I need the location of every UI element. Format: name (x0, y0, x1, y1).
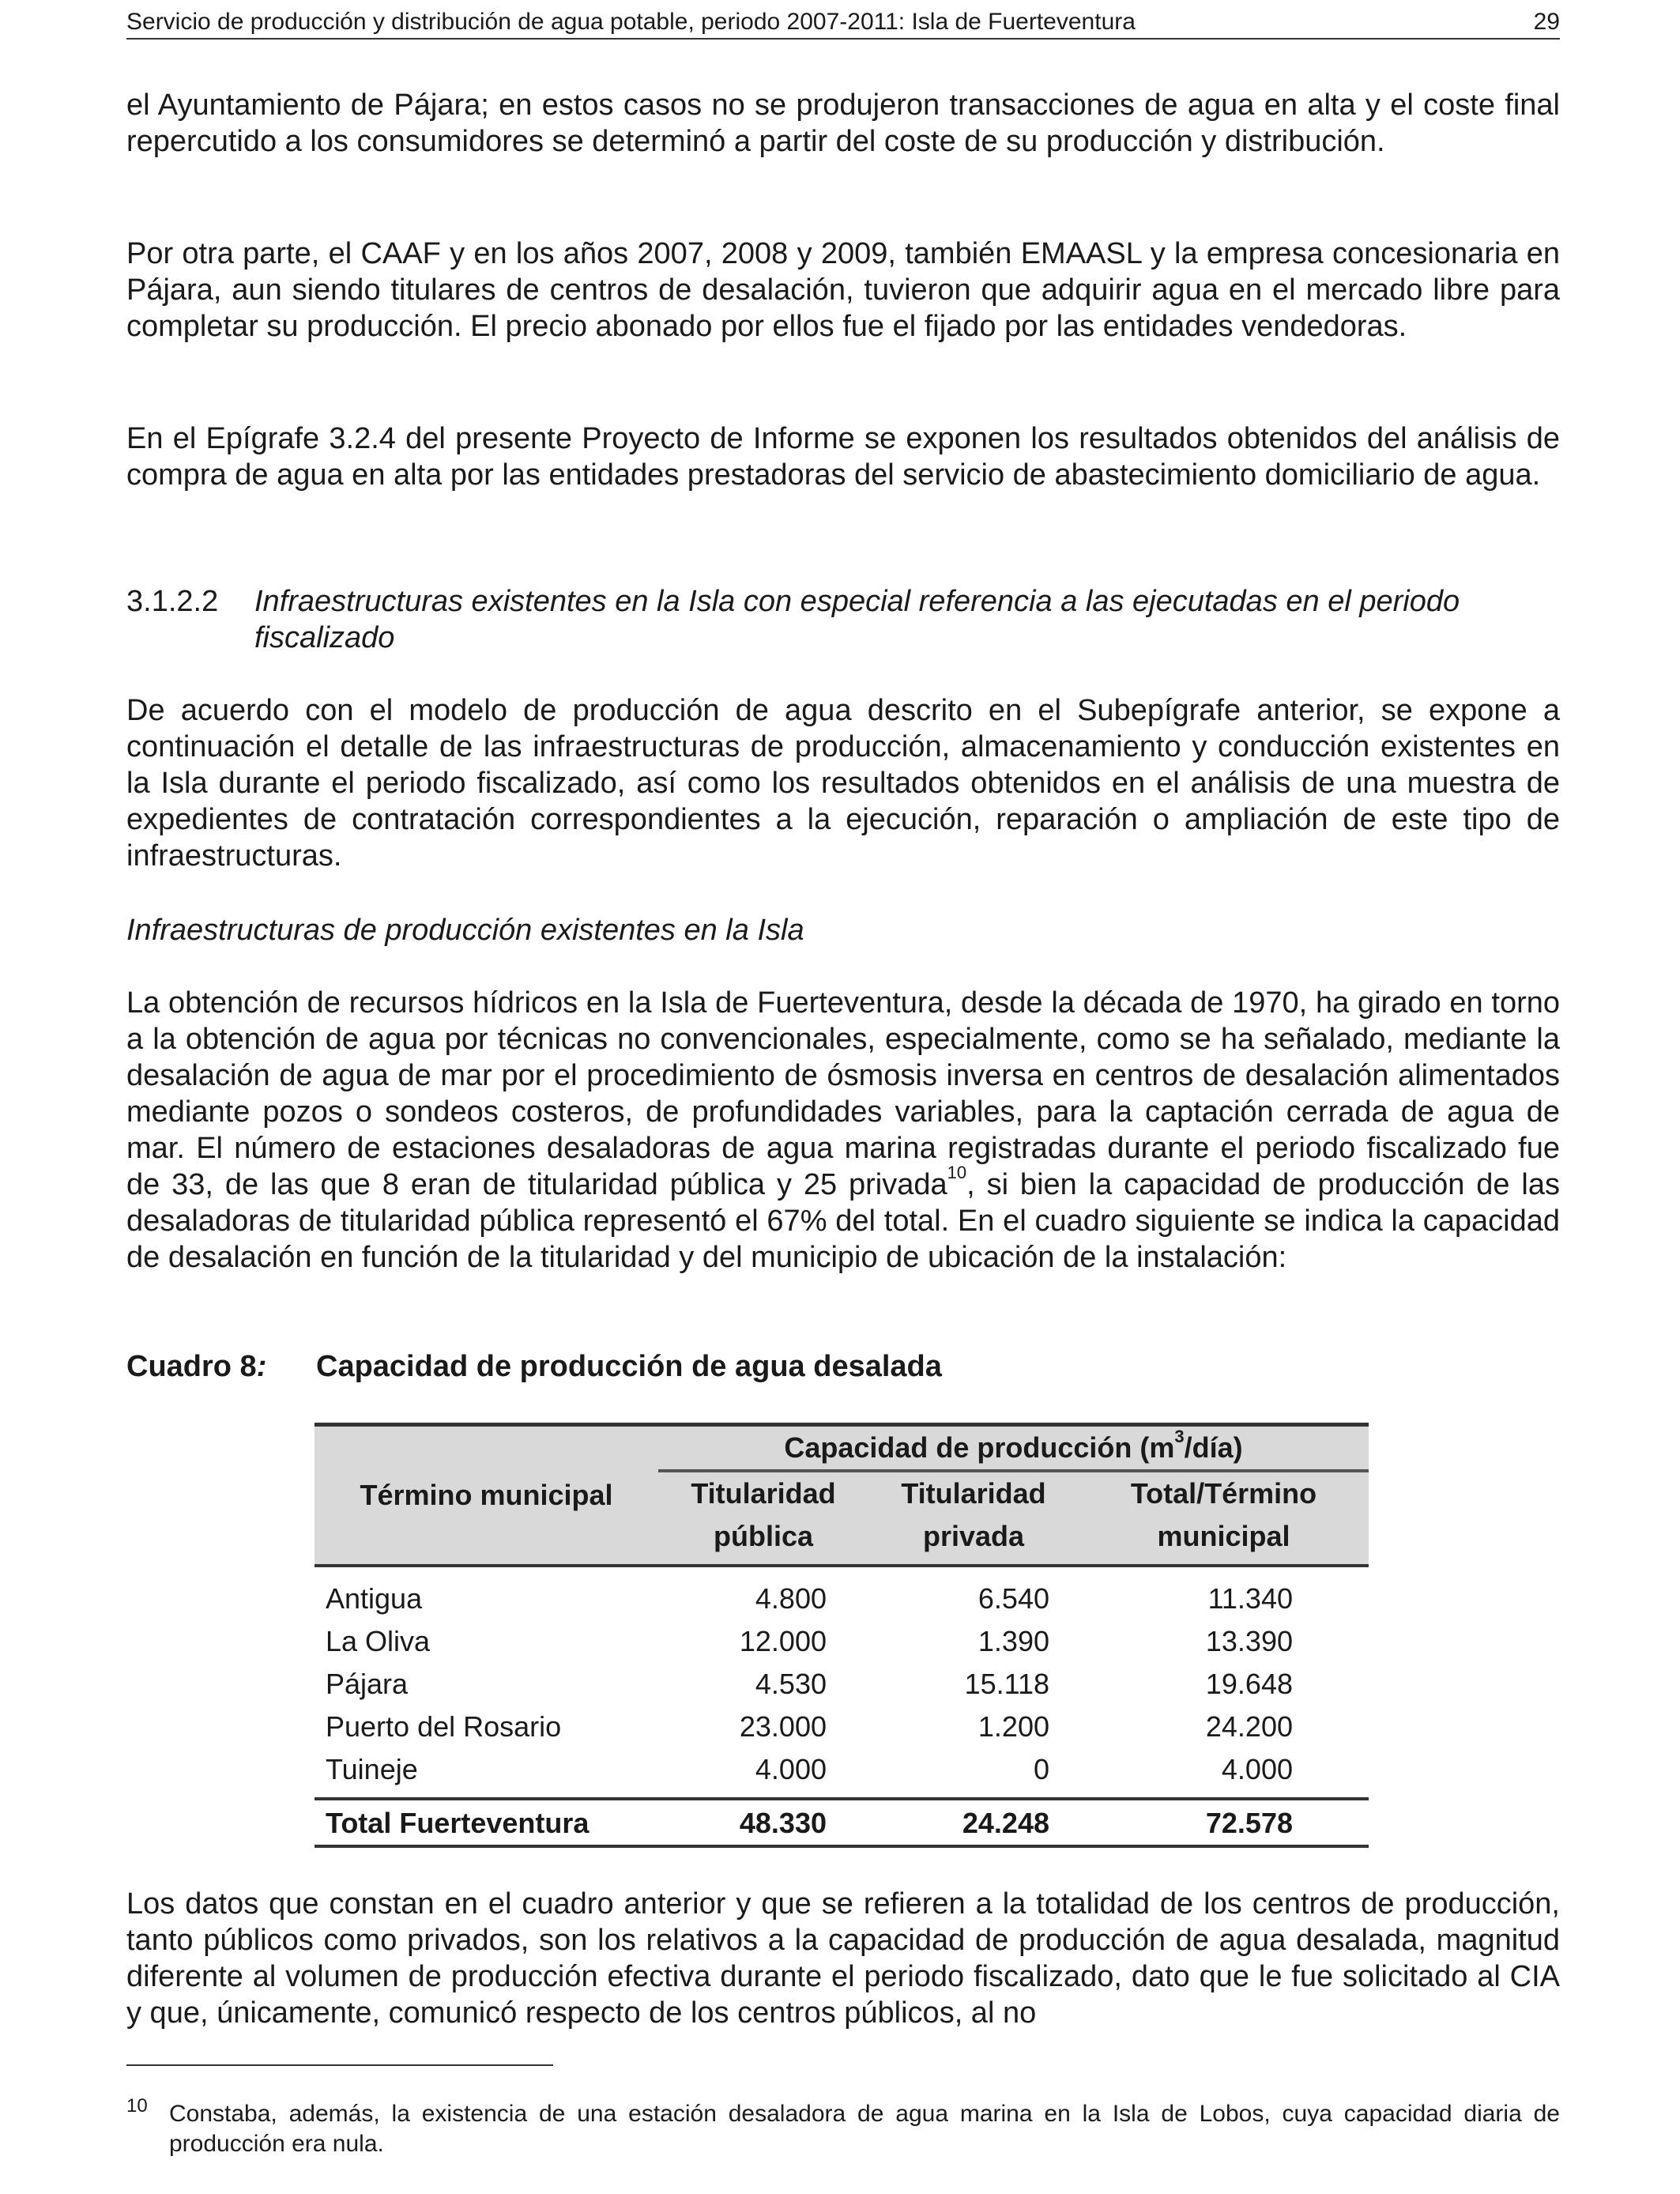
cell-municipality: Tuineje (326, 1753, 418, 1785)
cell-total: 24.200 (1205, 1710, 1293, 1743)
cell-total: 19.648 (1205, 1668, 1293, 1700)
caption-label-text: Cuadro 8 (126, 1350, 257, 1383)
page-header (126, 6, 1560, 40)
footnote-text: Constaba, además, la existencia de una estación desaladora de agua marina en la Isla de Lobos, cuya capacidad diaria de producción era nula. (169, 2101, 1560, 2157)
paragraph-6: Los datos que constan en el cuadro anterior y que se refieren a la totalidad de los centros de producción, tanto públicos como privados, son los relativos a la capacidad de producción de agua desalada, magnitud diferente al volumen de producción efectiva durante el periodo fiscalizado, dato que le fue solicitado al CIA y que, únicamente, comunicó respecto de los centros públicos, al no (126, 1887, 1560, 2030)
cell-public: 4.000 (755, 1753, 827, 1785)
cell-private: 1.390 (977, 1625, 1049, 1657)
capacity-table (315, 1423, 1369, 1848)
footnote-ref[interactable]: 10 (947, 1163, 967, 1183)
header-title: Servicio de producción y distribución de agua potable, periodo 2007-2011: Isla de Fuerteventura (126, 9, 1136, 35)
cell-private: 0 (1033, 1753, 1049, 1785)
table-row (315, 1620, 1369, 1663)
cell-private: 6.540 (977, 1582, 1049, 1615)
group-header-text: Capacidad de producción (m (784, 1431, 1175, 1464)
caption-colon: : (256, 1350, 267, 1383)
col-private-line1: Titularidad (901, 1477, 1046, 1510)
table-row (315, 1706, 1369, 1748)
cell-private: 1.200 (977, 1710, 1049, 1743)
col-total-line2: municipal (1157, 1520, 1290, 1552)
cell-municipality: La Oliva (326, 1625, 431, 1657)
col-total-line1: Total/Término (1130, 1477, 1317, 1510)
cell-total: 11.340 (1207, 1582, 1293, 1615)
cell-total-label: Total Fuerteventura (326, 1807, 590, 1839)
table-row (315, 1748, 1369, 1791)
column-header-term: Término municipal (360, 1479, 613, 1511)
total-top-rule (315, 1797, 1369, 1800)
table-total-row (315, 1802, 1369, 1845)
cell-total-public: 48.330 (739, 1807, 827, 1839)
column-header-private (868, 1472, 1079, 1564)
subheading: Infraestructuras de producción existentes en la Isla (126, 914, 804, 947)
section-title: Infraestructuras existentes en la Isla con especial referencia a las ejecutadas en el periodo fiscalizado (254, 585, 1460, 654)
cell-total-overall: 72.578 (1205, 1807, 1293, 1839)
cell-public: 4.530 (755, 1668, 827, 1700)
caption-title: Capacidad de producción de agua desalada (316, 1350, 942, 1383)
paragraph-4: De acuerdo con el modelo de producción de agua descrito en el Subepígrafe anterior, se expone a continuación el detalle de las infraestructuras de producción, almacenamiento y conducción existentes en la Isla durante el periodo fiscalizado, así como los resultados obtenidos en el análisis de una muestra de expedientes de contratación correspondientes a la ejecución, reparación o ampliación de este tipo de infraestructuras. (126, 694, 1560, 873)
col-public-line1: Titularidad (691, 1477, 836, 1510)
paragraph-2: Por otra parte, el CAAF y en los años 2007, 2008 y 2009, también EMAASL y la empresa concesionaria en Pájara, aun siendo titulares de centros de desalación, tuvieron que adquirir agua en el mercado libre para completar su producción. El precio abonado por ellos fue el fijado por las entidades vendedoras. (126, 237, 1560, 343)
paragraph-5-part-1: La obtención de recursos hídricos en la Isla de Fuerteventura, desde la década de 1970, ha girado en torno a la obtención de agua por técnicas no convencionales, especialmente, como se ha señalado, mediante la desalación de agua de mar por el procedimiento de ósmosis inversa en centros de desalación alimentados mediante pozos o sondeos costeros, de profundidades variables, para la captación cerrada de agua de mar. El número de estaciones desaladoras de agua marina registradas durante el periodo fiscalizado fue de 33, de las que 8 eran de titularidad pública y 25 privada (126, 986, 1560, 1201)
cell-public: 4.800 (755, 1582, 827, 1615)
cell-private: 15.118 (964, 1668, 1049, 1700)
cell-total: 13.390 (1205, 1625, 1293, 1657)
paragraph-3: En el Epígrafe 3.2.4 del presente Proyecto de Informe se exponen los resultados obtenidos del análisis de compra de agua en alta por las entidades prestadoras del servicio de abastecimiento domiciliario de agua. (126, 422, 1560, 492)
caption-label (126, 1348, 266, 1385)
cell-total-private: 24.248 (962, 1807, 1049, 1839)
table-bottom-rule (315, 1845, 1369, 1848)
footnote-rule (126, 2064, 553, 2066)
page-number: 29 (1533, 9, 1560, 35)
cell-public: 23.000 (739, 1710, 827, 1743)
group-header-sup: 3 (1174, 1427, 1185, 1446)
group-header-unit: /día) (1184, 1431, 1243, 1464)
cell-municipality: Puerto del Rosario (326, 1710, 562, 1743)
paragraph-1: el Ayuntamiento de Pájara; en estos casos no se produjeron transacciones de agua en alta y el coste final repercutido a los consumidores se determinó a partir del coste de su producción y distribución. (126, 89, 1560, 158)
column-header-total (1079, 1472, 1369, 1564)
section-number: 3.1.2.2 (126, 585, 219, 618)
paragraph-5 (126, 985, 1560, 1276)
header-bottom-rule (315, 1564, 1369, 1567)
col-private-line2: privada (922, 1520, 1025, 1552)
footnote-number: 10 (126, 2095, 148, 2117)
column-group-header (658, 1427, 1369, 1469)
table-row (315, 1578, 1369, 1620)
table-row (315, 1663, 1369, 1706)
col-public-line2: pública (713, 1520, 814, 1552)
paragraph-5-part-2: , si bien la capacidad de producción de las desaladoras de titularidad pública representó el 67% del total. En el cuadro siguiente se indica la capacidad de desalación en función de la titularidad y del municipio de ubicación de la instalación: (126, 1168, 1560, 1274)
column-header-public (658, 1472, 868, 1564)
cell-municipality: Antigua (326, 1582, 423, 1615)
cell-municipality: Pájara (326, 1668, 409, 1700)
cell-public: 12.000 (739, 1625, 827, 1657)
cell-total: 4.000 (1221, 1753, 1293, 1785)
